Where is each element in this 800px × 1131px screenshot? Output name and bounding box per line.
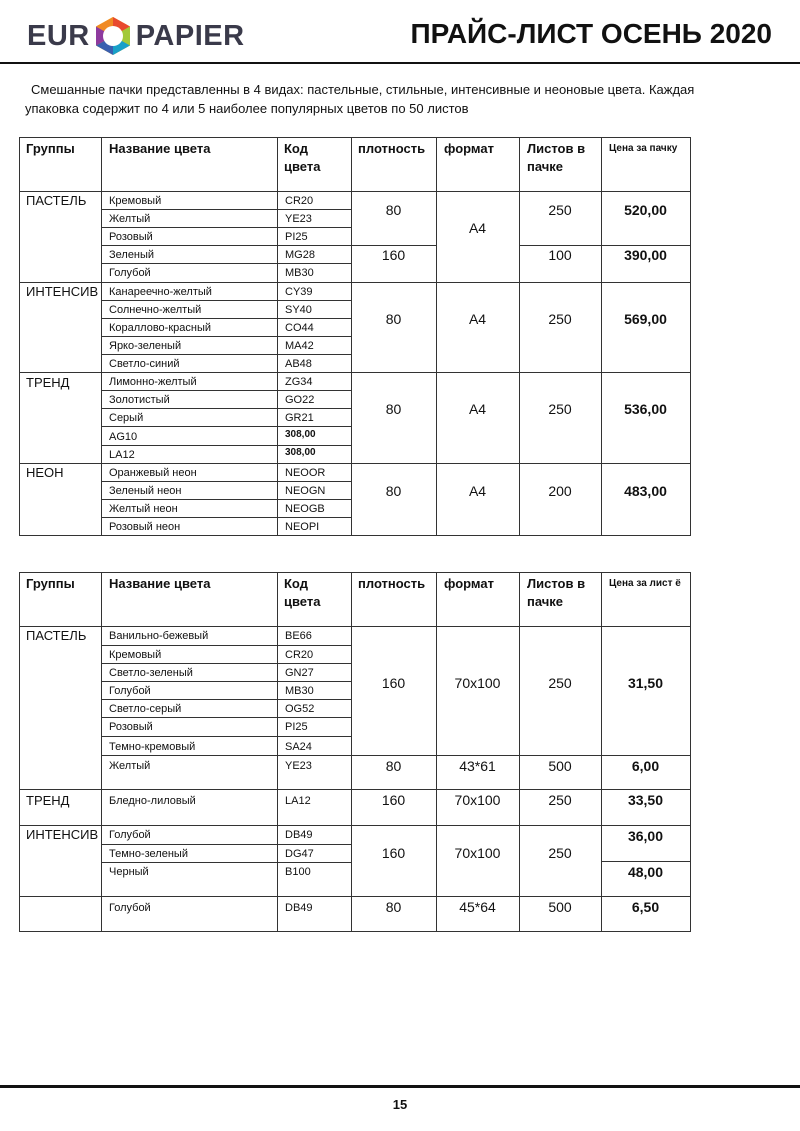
t1-color-code: SY40 — [285, 304, 312, 316]
t1-color-name: Лимонно-желтый — [109, 376, 197, 388]
t1-color-code: 308,00 — [285, 429, 316, 440]
t2-format: 70x100 — [454, 792, 501, 808]
t1-density: 80 — [385, 311, 402, 327]
page-number: 15 — [392, 1097, 408, 1112]
t2-header-color-name: Название цвета — [109, 576, 211, 591]
t2-format: 45*64 — [459, 899, 496, 915]
t2-row-line — [101, 699, 351, 700]
t1-color-name: LA12 — [109, 449, 135, 461]
t1-color-name: Зеленый неон — [109, 485, 182, 497]
t2-density: 160 — [381, 675, 406, 691]
t1-color-name: Ярко-зеленый — [109, 340, 182, 352]
t1-color-code: 308,00 — [285, 447, 316, 458]
t1-color-name: Светло-синий — [109, 358, 180, 370]
t2-color-code: SA24 — [285, 741, 312, 753]
t1-color-code: PI25 — [285, 231, 308, 243]
t2-color-name: Желтый — [109, 760, 151, 772]
t1-color-name: Зеленый — [109, 249, 155, 261]
t2-color-name: Розовый — [109, 721, 153, 733]
t1-sheets: 250 — [548, 202, 572, 218]
t1-density: 80 — [385, 483, 402, 499]
t2-color-code: GN27 — [285, 667, 314, 679]
t1-row-line — [101, 336, 351, 337]
t2-format: 70x100 — [454, 845, 501, 861]
t2-format: 43*61 — [459, 758, 496, 774]
t2-color-name: Темно-кремовый — [109, 741, 196, 753]
intro-line-2: упаковка содержит по 4 или 5 наиболее популярных цветов по 50 листов — [25, 101, 469, 116]
t2-density: 80 — [385, 758, 402, 774]
t1-format: A4 — [468, 483, 487, 499]
t2-color-code: MB30 — [285, 685, 314, 697]
t1-price: 569,00 — [624, 311, 667, 327]
t2-row-line — [101, 681, 351, 682]
t2-border — [19, 825, 691, 826]
t1-color-name: Желтый — [109, 213, 151, 225]
t1-border — [19, 463, 691, 464]
t1-border — [19, 137, 20, 536]
t2-density: 160 — [381, 845, 406, 861]
t2-group: ИНТЕНСИВ — [26, 827, 99, 842]
t1-color-code: ZG34 — [285, 376, 313, 388]
t2-header-sheets: Листов в пачке — [527, 576, 586, 609]
t1-density: 160 — [381, 247, 406, 263]
t1-row-line — [101, 408, 351, 409]
t1-color-code: NEOPI — [285, 521, 320, 533]
t1-group: НЕОН — [26, 465, 64, 480]
t1-price: 390,00 — [624, 247, 667, 263]
t1-border — [19, 137, 691, 138]
t1-group: ПАСТЕЛЬ — [26, 193, 87, 208]
t2-sheets: 250 — [548, 675, 572, 691]
t2-sheets: 250 — [548, 792, 572, 808]
t1-color-name: Голубой — [109, 267, 151, 279]
t1-header-density: плотность — [358, 141, 426, 156]
t2-header-density: плотность — [358, 576, 426, 591]
t1-color-name: Оранжевый неон — [109, 467, 197, 479]
t2-color-code: BE66 — [285, 630, 312, 642]
t1-row-line — [101, 481, 351, 482]
t1-row-line — [101, 517, 351, 518]
t1-row-line — [101, 426, 351, 427]
t2-color-name: Светло-серый — [109, 703, 182, 715]
t2-row-line — [101, 663, 351, 664]
t1-block-line — [351, 245, 436, 246]
intro-line-1: Смешанные пачки представленны в 4 видах: пастельные, стильные, интенсивные и неоновые цвета. Каждая — [31, 82, 695, 97]
t2-price: 48,00 — [627, 864, 664, 880]
t2-color-name: Темно-зеленый — [109, 848, 188, 860]
t1-border — [19, 535, 691, 536]
intro-text — [25, 80, 765, 118]
t2-density: 80 — [385, 899, 402, 915]
t1-density: 80 — [385, 202, 402, 218]
t1-row-line — [101, 300, 351, 301]
t2-border — [19, 626, 691, 627]
t1-border — [436, 137, 437, 536]
t1-row-line — [101, 245, 351, 246]
t2-row-line — [101, 736, 351, 737]
t1-color-code: CR20 — [285, 195, 314, 207]
t1-header-sheets: Листов в пачке — [527, 141, 586, 174]
footer-divider — [0, 1085, 800, 1088]
t2-row-line — [101, 645, 351, 646]
t2-group: ПАСТЕЛЬ — [26, 628, 87, 643]
t1-color-name: Розовый неон — [109, 521, 181, 533]
t2-price: 6,50 — [631, 899, 660, 915]
t1-color-code: MA42 — [285, 340, 314, 352]
t2-price: 31,50 — [627, 675, 664, 691]
t2-color-code: YE23 — [285, 760, 312, 772]
t1-row-line — [101, 445, 351, 446]
t2-color-code: LA12 — [285, 795, 311, 807]
t2-color-name: Бледно-лиловый — [109, 795, 196, 807]
t2-color-code: DG47 — [285, 848, 314, 860]
t2-row-line — [101, 862, 351, 863]
t2-color-name: Голубой — [109, 829, 151, 841]
t1-sheets: 100 — [548, 247, 572, 263]
t2-header-format: формат — [444, 576, 494, 591]
t2-color-code: DB49 — [285, 829, 313, 841]
t1-color-code: MB30 — [285, 267, 314, 279]
t1-row-line — [101, 209, 351, 210]
t2-header-color-code: Код цвета — [284, 576, 321, 609]
t1-block-line — [519, 245, 691, 246]
t1-color-code: CY39 — [285, 286, 313, 298]
t1-color-name: AG10 — [109, 431, 138, 443]
t1-group: ТРЕНД — [26, 375, 70, 390]
t1-color-name: Розовый — [109, 231, 153, 243]
t1-row-line — [101, 499, 351, 500]
t2-border — [19, 789, 691, 790]
t2-price: 6,00 — [631, 758, 660, 774]
t2-price: 36,00 — [627, 828, 664, 844]
t2-color-code: B100 — [285, 866, 311, 878]
logo-text-left: EUR — [27, 19, 90, 52]
t1-sheets: 200 — [548, 483, 572, 499]
t2-block-line — [601, 861, 691, 862]
t1-color-name: Золотистый — [109, 394, 170, 406]
t1-border — [690, 137, 691, 536]
t1-border — [519, 137, 520, 536]
t1-border — [351, 137, 352, 536]
t2-border — [19, 572, 691, 573]
t1-header-color-code: Код цвета — [284, 141, 321, 174]
t2-color-name: Черный — [109, 866, 149, 878]
t1-sheets: 250 — [548, 401, 572, 417]
t1-header-format: формат — [444, 141, 494, 156]
t1-format: A4 — [468, 311, 487, 327]
t1-header-color-name: Название цвета — [109, 141, 211, 156]
t2-format: 70x100 — [454, 675, 501, 691]
page-title: ПРАЙС-ЛИСТ ОСЕНЬ 2020 — [410, 18, 772, 49]
logo-text-right: PAPIER — [135, 19, 245, 52]
t1-color-name: Кораллово-красный — [109, 322, 212, 334]
t2-row-line — [101, 717, 351, 718]
t1-color-name: Желтый неон — [109, 503, 178, 515]
t2-color-name: Кремовый — [109, 649, 162, 661]
t1-sheets: 250 — [548, 311, 572, 327]
t1-format: A4 — [468, 401, 487, 417]
header-divider — [0, 62, 800, 64]
t2-row-line — [101, 755, 691, 756]
t1-group: ИНТЕНСИВ — [26, 284, 99, 299]
t2-border — [19, 896, 691, 897]
t2-sheets: 500 — [548, 899, 572, 915]
t1-color-code: GR21 — [285, 412, 314, 424]
t2-price: 33,50 — [627, 792, 664, 808]
t2-border — [19, 931, 691, 932]
t2-color-name: Светло-зеленый — [109, 667, 193, 679]
t1-color-code: CO44 — [285, 322, 314, 334]
t2-color-code: OG52 — [285, 703, 315, 715]
t1-color-code: MG28 — [285, 249, 315, 261]
t1-color-code: NEOGB — [285, 503, 325, 515]
t2-color-code: DB49 — [285, 902, 313, 914]
t2-row-line — [101, 844, 351, 845]
t2-color-code: CR20 — [285, 649, 314, 661]
t1-density: 80 — [385, 401, 402, 417]
t1-color-code: NEOGN — [285, 485, 326, 497]
t1-border — [19, 372, 691, 373]
t2-color-name: Голубой — [109, 685, 151, 697]
t1-color-name: Солнечно-желтый — [109, 304, 202, 316]
t2-header-groups: Группы — [26, 576, 75, 591]
t1-price: 520,00 — [624, 202, 667, 218]
t1-border — [601, 137, 602, 536]
t1-color-name: Канареечно-желтый — [109, 286, 212, 298]
t1-row-line — [101, 354, 351, 355]
t2-group: ТРЕНД — [26, 793, 70, 808]
t2-color-name: Ванильно-бежевый — [109, 630, 209, 642]
t1-header-groups: Группы — [26, 141, 75, 156]
t2-sheets: 500 — [548, 758, 572, 774]
t1-color-name: Серый — [109, 412, 144, 424]
logo-hexagon-icon — [93, 16, 133, 56]
t1-color-code: NEOOR — [285, 467, 326, 479]
t1-color-code: AB48 — [285, 358, 312, 370]
t2-density: 160 — [381, 792, 406, 808]
t2-sheets: 250 — [548, 845, 572, 861]
t2-header-price: Цена за лист ё — [609, 578, 681, 589]
t1-color-code: YE23 — [285, 213, 312, 225]
t1-row-line — [101, 227, 351, 228]
t1-color-code: GO22 — [285, 394, 315, 406]
t1-price: 536,00 — [624, 401, 667, 417]
t2-color-name: Голубой — [109, 902, 151, 914]
t1-format: A4 — [468, 220, 487, 236]
t1-header-price: Цена за пачку — [609, 143, 678, 154]
europapier-logo — [27, 16, 245, 56]
t1-border — [19, 282, 691, 283]
t1-border — [19, 191, 691, 192]
t1-row-line — [101, 390, 351, 391]
t1-color-name: Кремовый — [109, 195, 162, 207]
t2-color-code: PI25 — [285, 721, 308, 733]
t1-row-line — [101, 318, 351, 319]
t1-row-line — [101, 263, 351, 264]
t1-price: 483,00 — [624, 483, 667, 499]
